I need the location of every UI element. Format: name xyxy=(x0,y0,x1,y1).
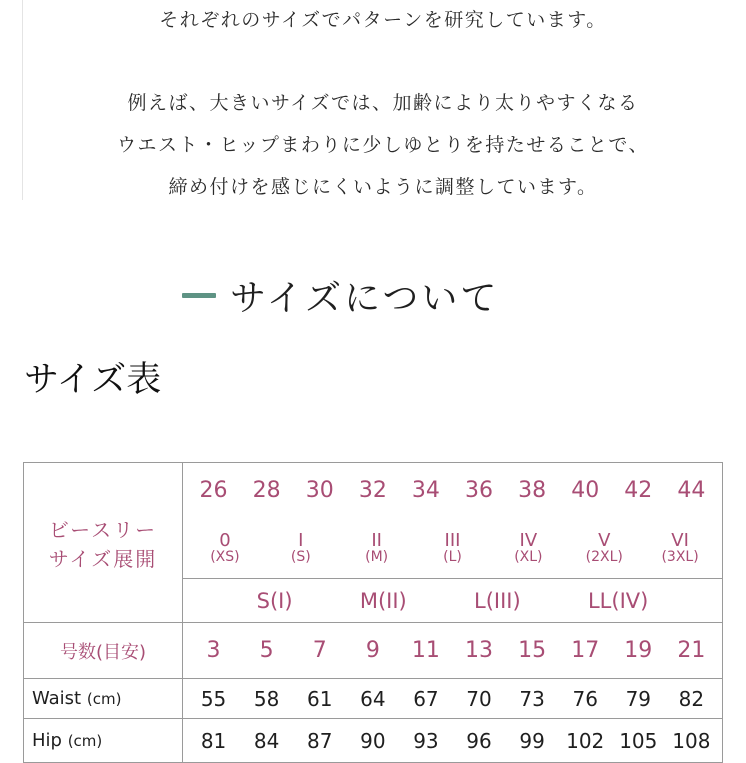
intro-line-3: ウエスト・ヒップまわりに少しゆとりを持たせることで、 xyxy=(116,134,650,156)
waist-value: 76 xyxy=(572,686,598,711)
waist-label: Waist xyxy=(32,688,82,709)
size-number: 28 xyxy=(252,478,281,504)
hip-label: Hip xyxy=(32,730,62,751)
waist-value: 58 xyxy=(253,686,280,711)
intro-line-4: 締め付けを感じにくいように調整しています。 xyxy=(168,176,598,198)
gouzu-value: 15 xyxy=(518,638,547,663)
size-number: 42 xyxy=(624,478,653,504)
roman-size: II (M) xyxy=(365,529,389,566)
waist-values-cell xyxy=(183,679,723,719)
waist-value: 67 xyxy=(413,686,439,711)
size-band: S(I) xyxy=(256,588,293,613)
gouzu-value: 7 xyxy=(312,638,327,663)
waist-value: 79 xyxy=(625,686,652,711)
hip-value: 87 xyxy=(307,728,333,753)
hip-value: 81 xyxy=(200,728,227,753)
size-number: 38 xyxy=(518,478,547,504)
size-number: 32 xyxy=(358,478,387,504)
size-number: 40 xyxy=(571,478,600,504)
size-band-cell xyxy=(183,579,723,623)
gouzu-value: 21 xyxy=(677,638,706,663)
gouzu-label: 号数(目安) xyxy=(24,623,183,679)
table-row xyxy=(24,463,723,519)
size-band: LL(IV) xyxy=(587,588,649,613)
hip-value: 105 xyxy=(619,728,658,753)
size-number: 34 xyxy=(411,478,440,504)
size-table xyxy=(23,462,723,763)
hip-unit: (cm) xyxy=(67,732,103,750)
roman-size: V (2XL) xyxy=(585,529,623,566)
hip-value: 99 xyxy=(519,728,545,753)
gouzu-value: 19 xyxy=(624,638,653,663)
hip-value: 108 xyxy=(672,728,711,753)
roman-size: III (L) xyxy=(443,529,462,566)
gouzu-value: 9 xyxy=(365,638,380,663)
size-band-row xyxy=(183,589,722,613)
gouzu-value: 5 xyxy=(259,638,274,663)
hip-value: 102 xyxy=(566,728,605,753)
size-number: 26 xyxy=(199,478,228,504)
hip-label-cell xyxy=(24,719,183,763)
hip-value: 90 xyxy=(360,728,386,753)
gouzu-values-cell xyxy=(183,623,723,679)
waist-value: 82 xyxy=(678,686,705,711)
gouzu-row xyxy=(183,638,722,663)
waist-value: 64 xyxy=(360,686,386,711)
hip-value: 93 xyxy=(413,728,439,753)
size-number-row xyxy=(183,478,722,503)
intro-line-2: 例えば、大きいサイズでは、加齢により太りやすくなる xyxy=(127,92,639,114)
roman-size-row xyxy=(183,531,722,566)
roman-size: 0 (XS) xyxy=(210,529,240,566)
waist-value: 61 xyxy=(307,686,333,711)
table-row xyxy=(24,679,723,719)
size-band: L(III) xyxy=(474,588,521,613)
waist-value: 73 xyxy=(519,686,545,711)
roman-size-cell xyxy=(183,519,723,579)
waist-label-cell xyxy=(24,679,183,719)
brand-label-line-2: サイズ展開 xyxy=(48,546,158,571)
size-number: 36 xyxy=(465,478,494,504)
gouzu-value: 13 xyxy=(465,638,494,663)
hip-value: 84 xyxy=(253,728,280,753)
size-number: 44 xyxy=(677,478,706,504)
brand-size-label-cell xyxy=(24,463,183,623)
waist-unit: (cm) xyxy=(86,690,122,708)
gouzu-value: 17 xyxy=(571,638,600,663)
brand-label-line-1: ビースリー xyxy=(48,517,158,542)
hip-row xyxy=(183,729,722,753)
roman-size: VI (3XL) xyxy=(661,529,699,566)
waist-value: 55 xyxy=(200,686,227,711)
section-heading-text: サイズについて xyxy=(230,277,500,319)
hip-value: 96 xyxy=(466,728,492,753)
intro-line-1: それぞれのサイズでパターンを研究しています。 xyxy=(159,9,607,31)
waist-row xyxy=(183,687,722,711)
size-band: M(II) xyxy=(359,588,407,613)
roman-size: IV (XL) xyxy=(514,529,543,566)
gouzu-value: 3 xyxy=(206,638,221,663)
hip-values-cell xyxy=(183,719,723,763)
gouzu-value: 11 xyxy=(411,638,440,663)
table-title: サイズ表 xyxy=(24,360,162,400)
table-row xyxy=(24,623,723,679)
size-number-cell xyxy=(183,463,723,519)
table-row xyxy=(24,719,723,763)
section-heading xyxy=(182,270,499,320)
intro-text-block xyxy=(22,0,650,200)
waist-value: 70 xyxy=(466,686,492,711)
size-number: 30 xyxy=(305,478,334,504)
roman-size: I (S) xyxy=(290,529,311,566)
heading-accent-dash xyxy=(182,293,216,298)
